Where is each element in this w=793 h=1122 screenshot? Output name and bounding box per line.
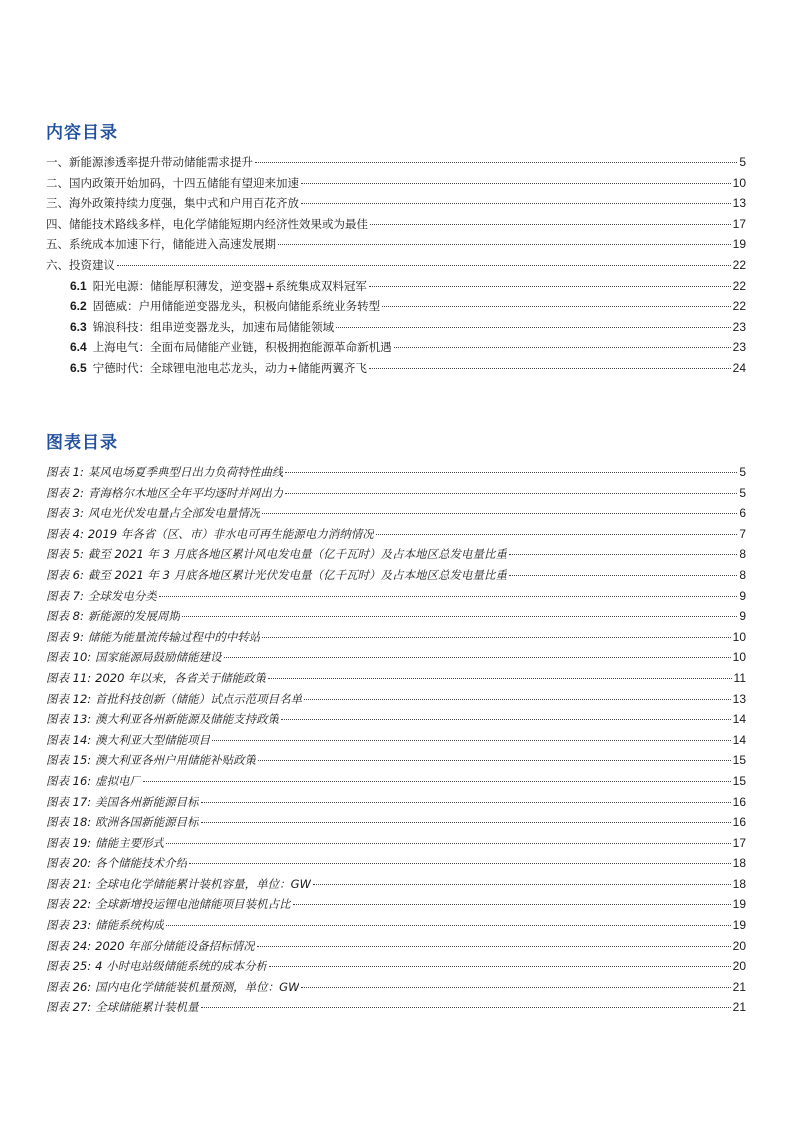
contents-item[interactable]: [46, 173, 746, 194]
dot-leader: [394, 347, 731, 348]
figure-item-text[interactable]: 截至 2021 年 3 月底各地区累计风电发电量（亿千瓦时）及占本地区总发电量比重: [87, 547, 508, 562]
dot-leader: [304, 699, 730, 700]
dot-leader: [369, 286, 731, 287]
figure-item-label: 图表 25:: [46, 959, 92, 974]
figure-item-label: 图表 11:: [46, 670, 92, 685]
figure-item-text[interactable]: 2019 年各省（区、市）非水电可再生能源电力消纳情况: [87, 526, 374, 541]
figure-item[interactable]: [46, 771, 746, 792]
dot-leader: [313, 884, 731, 885]
contents-item-text[interactable]: 阳光电源：储能厚积薄发，逆变器+系统集成双料冠军: [92, 278, 367, 293]
figure-item-text[interactable]: 虚拟电厂: [95, 773, 142, 788]
figure-item-page: 15: [732, 773, 746, 788]
contents-item[interactable]: [46, 276, 746, 297]
dot-leader: [262, 513, 737, 514]
figure-item-text[interactable]: 风电光伏发电量占全部发电量情况: [87, 506, 261, 521]
contents-title: 内容目录: [46, 123, 118, 143]
figure-item[interactable]: [46, 812, 746, 833]
figure-item[interactable]: [46, 483, 746, 504]
dot-leader: [278, 244, 731, 245]
figure-item[interactable]: [46, 853, 746, 874]
dot-leader: [255, 162, 737, 163]
figure-item[interactable]: [46, 936, 746, 957]
figure-item[interactable]: [46, 462, 746, 483]
dot-leader: [268, 678, 731, 679]
dot-leader: [285, 493, 737, 494]
contents-item-number: 6.3: [70, 319, 87, 334]
contents-item-text[interactable]: 一、新能源渗透率提升带动储能需求提升: [46, 155, 253, 169]
figure-item-page: 5: [739, 485, 746, 500]
contents-item[interactable]: [46, 214, 746, 235]
contents-item-page: 5: [739, 155, 746, 169]
figure-item[interactable]: [46, 915, 746, 936]
figure-item-page: 6: [739, 506, 746, 521]
figure-item-label: 图表 26:: [46, 979, 92, 994]
dot-leader: [212, 740, 730, 741]
figure-item-page: 7: [739, 526, 746, 541]
figure-item-text[interactable]: 欧洲各国新能源目标: [95, 815, 199, 830]
figure-item-text[interactable]: 全球新增投运锂电池储能项目装机占比: [95, 897, 291, 912]
figure-item[interactable]: [46, 503, 746, 524]
contents-item[interactable]: [46, 317, 746, 338]
figure-item-label: 图表 7:: [46, 588, 84, 603]
figure-item-page: 8: [739, 547, 746, 562]
figure-item[interactable]: [46, 668, 746, 689]
figure-item-text[interactable]: 澳大利亚各州户用储能补贴政策: [95, 753, 257, 768]
figure-item-label: 图表 1:: [46, 465, 84, 479]
figure-item-page: 20: [732, 959, 746, 974]
figure-item-label: 图表 4:: [46, 526, 84, 541]
dot-leader: [382, 306, 730, 307]
figure-item-page: 10: [732, 629, 746, 644]
figure-item-page: 18: [732, 856, 746, 871]
figure-item-text[interactable]: 储能主要形式: [95, 835, 165, 850]
figure-item-page: 20: [732, 938, 746, 953]
figure-item-page: 9: [739, 609, 746, 624]
figure-item-text[interactable]: 4 小时电站级储能系统的成本分析: [95, 959, 268, 974]
figure-item-page: 5: [739, 465, 746, 479]
contents-item-number: 6.1: [70, 278, 87, 293]
figures-title: 图表目录: [46, 433, 118, 453]
figure-item-page: 15: [732, 753, 746, 768]
figure-item-page: 19: [732, 897, 746, 912]
dot-leader: [285, 472, 737, 473]
figure-item-page: 21: [732, 1000, 746, 1015]
figure-item[interactable]: [46, 586, 746, 607]
contents-item-page: 19: [732, 237, 746, 252]
figure-item-label: 图表 17:: [46, 794, 92, 809]
contents-item-text[interactable]: 三、海外政策持续力度强，集中式和户用百花齐放: [46, 196, 299, 211]
figure-item-text[interactable]: 截至 2021 年 3 月底各地区累计光伏发电量（亿千瓦时）及占本地区总发电量比重: [87, 567, 508, 582]
figure-item[interactable]: [46, 977, 746, 998]
figure-item-page: 10: [732, 650, 746, 665]
figure-item[interactable]: [46, 689, 746, 710]
figure-item-page: 9: [739, 588, 746, 603]
figure-item-text[interactable]: 储能为能量流传输过程中的中转站: [87, 629, 261, 644]
dot-leader: [281, 719, 730, 720]
dot-leader: [376, 534, 738, 535]
figure-item-text[interactable]: 美国各州新能源目标: [95, 794, 199, 809]
contents-item[interactable]: [46, 255, 746, 276]
dot-leader: [201, 822, 731, 823]
figure-item-label: 图表 21:: [46, 876, 92, 891]
figure-item-text[interactable]: 全球储能累计装机量: [95, 1000, 199, 1015]
figure-item[interactable]: [46, 730, 746, 751]
contents-item-page: 17: [732, 216, 746, 231]
dot-leader: [166, 843, 730, 844]
figure-item[interactable]: [46, 894, 746, 915]
figure-item-page: 18: [732, 876, 746, 891]
figure-item-label: 图表 2:: [46, 485, 84, 500]
contents-item-page: 23: [732, 340, 746, 355]
figure-item[interactable]: [46, 956, 746, 977]
figure-item-label: 图表 27:: [46, 1000, 92, 1015]
figure-item-label: 图表 23:: [46, 918, 92, 933]
figure-item[interactable]: [46, 565, 746, 586]
figure-item[interactable]: [46, 833, 746, 854]
figure-item-label: 图表 20:: [46, 856, 92, 871]
dot-leader: [182, 616, 737, 617]
figure-item-label: 图表 24:: [46, 938, 92, 953]
contents-item[interactable]: [46, 337, 746, 358]
contents-item[interactable]: [46, 193, 746, 214]
contents-item-number: 6.5: [70, 360, 87, 375]
contents-item[interactable]: [46, 152, 746, 173]
figure-item[interactable]: [46, 997, 746, 1018]
figure-item-text[interactable]: 全球电化学储能累计装机容量，单位：GW: [95, 876, 311, 891]
contents-item-text[interactable]: 六、投资建议: [46, 257, 115, 272]
dot-leader: [269, 966, 730, 967]
figure-item[interactable]: [46, 709, 746, 730]
figure-item[interactable]: [46, 544, 746, 565]
contents-item-page: 13: [732, 196, 746, 211]
contents-item-text[interactable]: 五、系统成本加速下行，储能进入高速发展期: [46, 237, 276, 252]
dot-leader: [262, 637, 730, 638]
dot-leader: [201, 1007, 731, 1008]
figure-item-label: 图表 13:: [46, 712, 92, 727]
contents-item-number: 6.4: [70, 340, 87, 355]
contents-item-number: 6.2: [70, 299, 87, 314]
contents-list: [46, 152, 746, 379]
dot-leader: [509, 575, 737, 576]
dot-leader: [301, 203, 731, 204]
contents-item-page: 23: [732, 319, 746, 334]
figure-item-text[interactable]: 全球发电分类: [87, 588, 157, 603]
dot-leader: [166, 925, 730, 926]
figure-item-text[interactable]: 各个储能技术介绍: [95, 856, 188, 871]
figure-item-label: 图表 9:: [46, 629, 84, 644]
contents-item-text[interactable]: 二、国内政策开始加码，十四五储能有望迎来加速: [46, 175, 299, 190]
figure-item-text[interactable]: 某风电场夏季典型日出力负荷特性曲线: [87, 465, 284, 479]
contents-item-text[interactable]: 四、储能技术路线多样，电化学储能短期内经济性效果或为最佳: [46, 216, 368, 231]
figure-item-page: 11: [733, 670, 746, 685]
contents-item-page: 24: [732, 360, 746, 375]
dot-leader: [370, 224, 731, 225]
figure-item-text[interactable]: 澳大利亚大型储能项目: [95, 732, 211, 747]
contents-item-page: 10: [732, 175, 746, 190]
figure-item-text[interactable]: 澳大利亚各州新能源及储能支持政策: [95, 712, 280, 727]
figure-item-page: 8: [739, 567, 746, 582]
figure-item[interactable]: [46, 606, 746, 627]
contents-item-text[interactable]: 固德威：户用储能逆变器龙头，积极向储能系统业务转型: [92, 299, 381, 314]
dot-leader: [336, 327, 730, 328]
figure-item-page: 14: [732, 712, 746, 727]
dot-leader: [301, 183, 731, 184]
figure-item-page: 21: [732, 979, 746, 994]
contents-item[interactable]: [46, 358, 746, 379]
dot-leader: [143, 781, 730, 782]
figure-item-text[interactable]: 国家能源局鼓励储能建设: [95, 650, 222, 665]
figure-item-text[interactable]: 储能系统构成: [95, 918, 165, 933]
contents-item[interactable]: [46, 296, 746, 317]
figure-item-label: 图表 12:: [46, 691, 92, 706]
contents-item-text[interactable]: 锦浪科技：组串逆变器龙头，加速布局储能领域: [92, 319, 335, 334]
figure-item-text[interactable]: 2020 年以来，各省关于储能政策: [95, 670, 267, 685]
contents-item-page: 22: [732, 278, 746, 293]
figure-item[interactable]: [46, 874, 746, 895]
figure-item-label: 图表 10:: [46, 650, 92, 665]
contents-item-text[interactable]: 宁德时代：全球锂电池电芯龙头，动力+储能两翼齐飞: [92, 360, 367, 375]
figure-item-page: 13: [732, 691, 746, 706]
dot-leader: [257, 946, 731, 947]
figure-item-text[interactable]: 青海格尔木地区全年平均逐时并网出力: [87, 485, 284, 500]
contents-item-text[interactable]: 上海电气：全面布局储能产业链，积极拥抱能源革命新机遇: [92, 340, 392, 355]
dot-leader: [224, 657, 731, 658]
figure-item-label: 图表 3:: [46, 506, 84, 521]
dot-leader: [117, 265, 731, 266]
dot-leader: [258, 760, 730, 761]
figure-item-page: 19: [732, 918, 746, 933]
figures-list: [46, 462, 746, 1018]
figure-item-label: 图表 15:: [46, 753, 92, 768]
figure-item-text[interactable]: 新能源的发展周期: [87, 609, 180, 624]
figure-item-label: 图表 22:: [46, 897, 92, 912]
figure-item[interactable]: [46, 627, 746, 648]
figure-item-page: 17: [732, 835, 746, 850]
figure-item-label: 图表 14:: [46, 732, 92, 747]
figure-item-label: 图表 18:: [46, 815, 92, 830]
dot-leader: [293, 904, 731, 905]
figure-item[interactable]: [46, 647, 746, 668]
dot-leader: [189, 863, 730, 864]
dot-leader: [509, 554, 737, 555]
figure-item-label: 图表 19:: [46, 835, 92, 850]
figure-item[interactable]: [46, 524, 746, 545]
contents-item-page: 22: [732, 257, 746, 272]
figure-item-label: 图表 16:: [46, 773, 92, 788]
figure-item-text[interactable]: 国内电化学储能装机量预测，单位：GW: [95, 979, 300, 994]
figure-item-page: 14: [732, 732, 746, 747]
figure-item-text[interactable]: 2020 年部分储能设备招标情况: [95, 938, 255, 953]
dot-leader: [369, 368, 731, 369]
figure-item-label: 图表 8:: [46, 609, 84, 624]
figure-item-text[interactable]: 首批科技创新（储能）试点示范项目名单: [95, 691, 303, 706]
dot-leader: [159, 596, 737, 597]
dot-leader: [301, 987, 730, 988]
figure-item[interactable]: [46, 792, 746, 813]
contents-item-page: 22: [732, 299, 746, 314]
figure-item-label: 图表 5:: [46, 547, 84, 562]
contents-item[interactable]: [46, 234, 746, 255]
dot-leader: [201, 802, 731, 803]
figure-item-page: 16: [732, 815, 746, 830]
figure-item-label: 图表 6:: [46, 567, 84, 582]
figure-item-page: 16: [732, 794, 746, 809]
figure-item[interactable]: [46, 750, 746, 771]
